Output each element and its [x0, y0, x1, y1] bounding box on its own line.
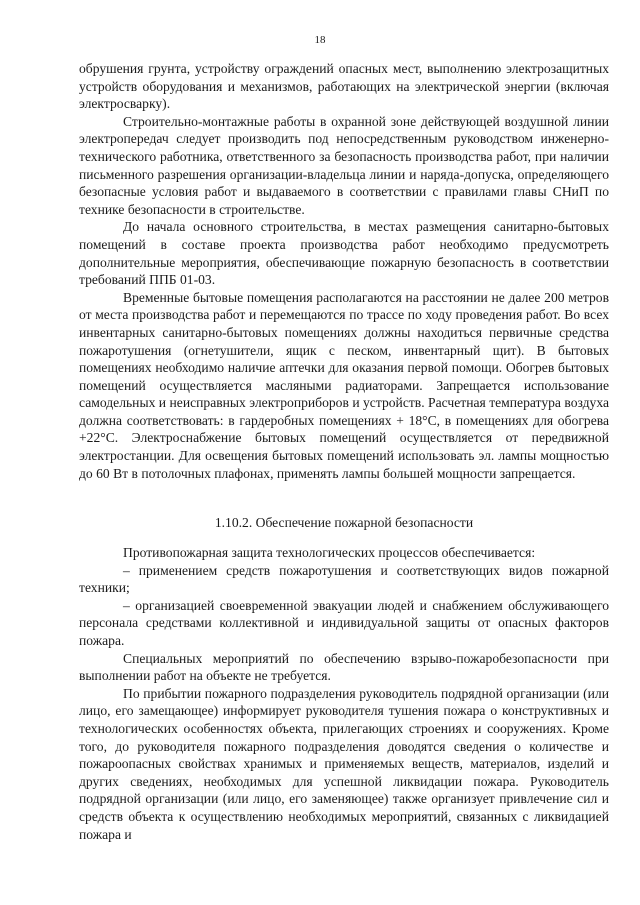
page-number: 18 — [314, 34, 326, 46]
list-item: – применением средств пожаротушения и соответствующих видов пожарной техники; — [79, 562, 609, 596]
paragraph: Специальных мероприятий по обеспечению взрыво-пожаробезопасности при выполнении работ на объекте не требуется. — [79, 650, 609, 684]
list-item: – организацией своевременной эвакуации людей и снабжением обслуживающего персонала средствами коллективной и индивидуальной защиты от опасных факторов пожара. — [79, 597, 609, 648]
paragraph: По прибытии пожарного подразделения руководитель подрядной организации (или лицо, его замещающее) информирует руководителя тушения пожара о конструктивных и технологических особенностях объекта, прилегающих строениях и сооружениях. Кроме того, до руководителя пожарного подразделения доводятся сведения о количестве и пожароопасных свойствах хранимых и применяемых веществ, материалов, изделий и других сведениях, необходимых для успешной ликвидации пожара. Руководитель подрядной организации (или лицо, его заменяющее) также организует привлечение сил и средств объекта к осуществлению необходимых мероприятий, связанных с ликвидацией пожара и — [79, 685, 609, 842]
paragraph: Противопожарная защита технологических процессов обеспечивается: — [123, 545, 536, 560]
body-text-bottom — [79, 544, 609, 843]
paragraph: Временные бытовые помещения располагаются на расстоянии не далее 200 метров от места производства работ и перемещаются по трассе по ходу проведения работ. Во всех инвентарных санитарно-бытовых помещениях должны находиться первичные средства пожаротушения (огнетушители, ящик с песком, инвентарный щит). В бытовых помещениях необходимо наличие аптечки для оказания первой помощи. Обогрев бытовых помещений осуществляется масляными радиаторами. Запрещается использование самодельных и неисправных электроприборов и устройств. Расчетная температура воздуха должна соответствовать: в гардеробных помещениях + 18°С, в помещениях для обогрева +22°С. Электроснабжение бытовых помещений осуществляется от передвижной электростанции. Для освещения бытовых помещений использовать эл. лампы мощностью до 60 Вт в потолочных плафонах, применять лампы большей мощности запрещается. — [79, 289, 609, 481]
paragraph: До начала основного строительства, в местах размещения санитарно-бытовых помещений в составе проекта производства работ необходимо предусмотреть дополнительные мероприятия, обеспечивающие пожарную безопасность в соответствии требований ППБ 01-03. — [79, 219, 609, 288]
paragraph: Строительно-монтажные работы в охранной зоне действующей воздушной линии электропередач следует производить под непосредственным руководством инженерно-технического работника, ответственного за безопасность производства работ, при наличии письменного разрешения организации-владельца линии и наряда-допуска, определяющего безопасные условия работ и выдаваемого в соответствии с правилами главы СНиП по технике безопасности в строительстве. — [79, 113, 609, 217]
paragraph-continuation: обрушения грунта, устройству ограждений опасных мест, выполнению электрозащитных устройств оборудования и механизмов, работающих на электрической энергии (включая электросварку). — [79, 61, 609, 112]
body-text-top — [79, 60, 609, 482]
section-heading: 1.10.2. Обеспечение пожарной безопасности — [214, 515, 474, 530]
